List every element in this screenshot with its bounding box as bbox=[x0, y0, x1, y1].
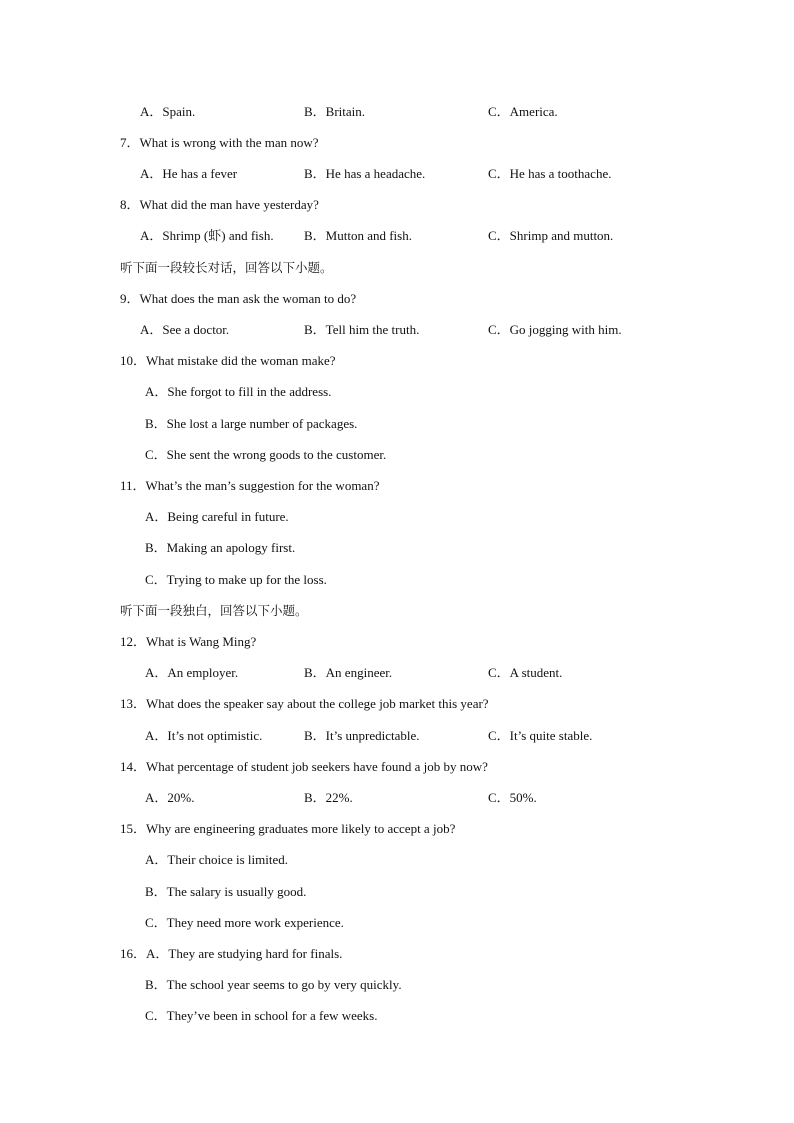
q7-option-c: C．He has a toothache. bbox=[488, 166, 612, 181]
q13-stem: 13．What does the speaker say about the college job market this year? bbox=[120, 696, 489, 711]
section-heading-monologue: 听下面一段独白，回答以下小题。 bbox=[120, 603, 308, 618]
q11-option-c: C．Trying to make up for the loss. bbox=[145, 572, 327, 587]
q12-stem: 12．What is Wang Ming? bbox=[120, 634, 257, 649]
q7-option-a: A．He has a fever bbox=[140, 166, 238, 181]
q11-stem: 11．What’s the man’s suggestion for the woman? bbox=[120, 478, 380, 493]
q7-option-b: B．He has a headache. bbox=[304, 166, 426, 181]
q15-option-b: B．The salary is usually good. bbox=[145, 884, 307, 899]
q9-option-b: B．Tell him the truth. bbox=[304, 322, 420, 337]
q6-option-a: A．Spain. bbox=[140, 104, 196, 119]
q14-option-a: A．20%. bbox=[145, 790, 195, 805]
q15-option-a: A．Their choice is limited. bbox=[145, 852, 288, 867]
q8-option-b: B．Mutton and fish. bbox=[304, 228, 412, 243]
q10-option-c: C．She sent the wrong goods to the customer. bbox=[145, 447, 387, 462]
q8-stem: 8．What did the man have yesterday? bbox=[120, 197, 319, 212]
q16-option-b: B．The school year seems to go by very quickly. bbox=[145, 977, 402, 992]
q8-option-c: C．Shrimp and mutton. bbox=[488, 228, 614, 243]
q14-option-b: B．22%. bbox=[304, 790, 353, 805]
q14-stem: 14．What percentage of student job seekers have found a job by now? bbox=[120, 759, 488, 774]
q12-option-b: B．An engineer. bbox=[304, 665, 393, 680]
q12-option-a: A．An employer. bbox=[145, 665, 239, 680]
q15-option-c: C．They need more work experience. bbox=[145, 915, 344, 930]
q10-option-a: A．She forgot to fill in the address. bbox=[145, 384, 332, 399]
q15-stem: 15．Why are engineering graduates more likely to accept a job? bbox=[120, 821, 456, 836]
q16-option-c: C．They’ve been in school for a few weeks. bbox=[145, 1008, 378, 1023]
q13-option-a: A．It’s not optimistic. bbox=[145, 728, 263, 743]
q11-option-a: A．Being careful in future. bbox=[145, 509, 289, 524]
q9-option-a: A．See a doctor. bbox=[140, 322, 230, 337]
q16-option-a: 16．A．They are studying hard for finals. bbox=[120, 946, 343, 961]
q10-option-b: B．She lost a large number of packages. bbox=[145, 416, 358, 431]
q10-stem: 10．What mistake did the woman make? bbox=[120, 353, 336, 368]
q6-option-c: C．America. bbox=[488, 104, 558, 119]
section-heading-long-dialogue: 听下面一段较长对话，回答以下小题。 bbox=[120, 260, 333, 275]
q9-option-c: C．Go jogging with him. bbox=[488, 322, 622, 337]
q12-option-c: C．A student. bbox=[488, 665, 563, 680]
q6-option-b: B．Britain. bbox=[304, 104, 366, 119]
q9-stem: 9．What does the man ask the woman to do? bbox=[120, 291, 357, 306]
q13-option-b: B．It’s unpredictable. bbox=[304, 728, 420, 743]
q8-option-a: A．Shrimp (虾) and fish. bbox=[140, 228, 274, 243]
q7-stem: 7．What is wrong with the man now? bbox=[120, 135, 319, 150]
q14-option-c: C．50%. bbox=[488, 790, 537, 805]
q11-option-b: B．Making an apology first. bbox=[145, 540, 296, 555]
q13-option-c: C．It’s quite stable. bbox=[488, 728, 593, 743]
